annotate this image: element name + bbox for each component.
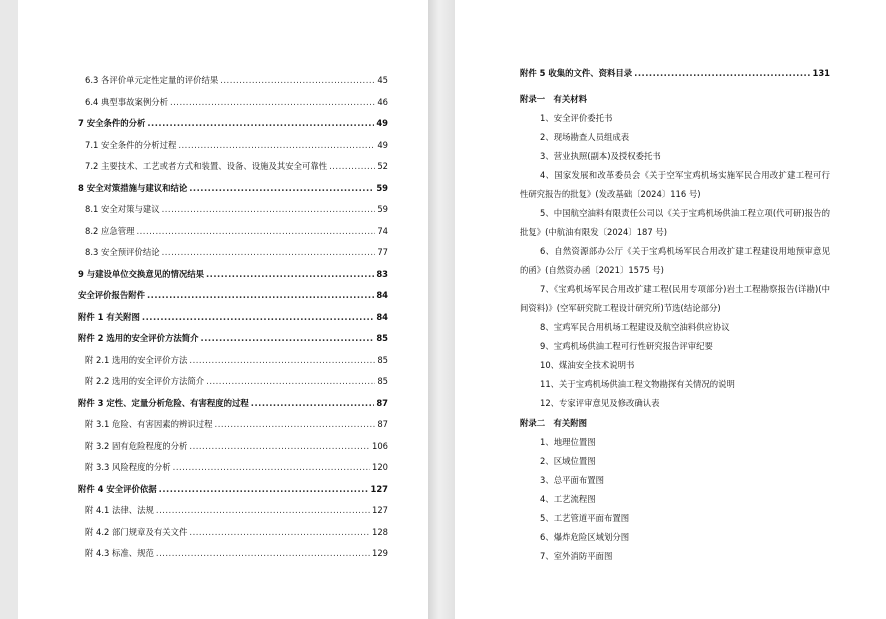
list-item: 4、国家发展和改革委员会《关于空军宝鸡机场实施军民合用改扩建工程可行性研究报告的批复》(发改基础〔2024〕116 号)	[520, 170, 830, 199]
appendix-1-list	[520, 109, 830, 413]
toc-entry[interactable]	[78, 377, 388, 399]
toc-entry-page: 59	[376, 182, 388, 193]
toc-leader-dots	[159, 485, 369, 493]
toc-leader-dots	[220, 76, 375, 84]
toc-entry[interactable]	[78, 76, 388, 98]
toc-entry-title: 附件 4 安全评价依据	[78, 483, 157, 494]
toc-entry-title: 8 安全对策措施与建议和结论	[78, 182, 188, 193]
right-page	[455, 0, 886, 619]
toc-entry-title: 6.4 典型事故案例分析	[85, 96, 168, 107]
toc-entry-title: 7.1 安全条件的分析过程	[85, 139, 177, 150]
toc-entry[interactable]	[78, 291, 388, 313]
appendix-2-heading: 附录二 有关附图	[520, 418, 587, 428]
toc-leader-dots	[136, 227, 375, 235]
list-item: 7、《宝鸡机场军民合用改扩建工程(民用专项部分)岩土工程勘察报告(详勘)(中间资料)》(空军研究院工程设计研究所)节选(结论部分)	[520, 284, 830, 313]
toc-entry-page: 106	[372, 440, 388, 451]
toc-entry[interactable]	[78, 141, 388, 163]
toc-entry-title: 9 与建设单位交换意见的情况结果	[78, 268, 204, 279]
toc-entry[interactable]	[78, 184, 388, 206]
list-item: 6、爆炸危险区域划分图	[540, 532, 630, 542]
toc-entry-attachment-5[interactable]	[520, 69, 830, 89]
toc-entry-title: 附 4.2 部门规章及有关文件	[85, 526, 188, 537]
list-item: 10、煤油安全技术说明书	[540, 360, 635, 370]
toc-entry[interactable]	[78, 442, 388, 464]
toc-entry-page: 83	[376, 268, 388, 279]
toc-leader-dots	[189, 356, 375, 364]
toc-entry-title: 附 3.1 危险、有害因素的辨识过程	[85, 419, 213, 429]
toc-entry-page: 120	[372, 462, 388, 472]
toc-leader-dots	[201, 334, 375, 342]
toc-leader-dots	[162, 205, 376, 213]
toc-entry-title: 附 4.1 法律、法规	[85, 505, 154, 515]
toc-entry-page: 49	[377, 139, 388, 150]
toc-entry-page: 87	[376, 397, 388, 408]
toc-leader-dots	[142, 313, 374, 321]
toc-entry-title: 附件 5 收集的文件、资料目录	[520, 68, 633, 78]
list-item: 5、中国航空油料有限责任公司以《关于宝鸡机场供油工程立项(代可研)报告的批复》(中航油有限发〔2024〕187 号)	[520, 208, 830, 237]
toc-entry[interactable]	[78, 162, 388, 184]
toc-entry[interactable]	[78, 528, 388, 550]
toc-leader-dots	[156, 549, 370, 557]
toc-entry-page: 84	[376, 311, 388, 322]
toc-entry-title: 附 3.2 固有危险程度的分析	[85, 440, 188, 451]
list-item: 5、工艺管道平面布置图	[540, 513, 630, 523]
toc-entry-page: 45	[377, 75, 388, 85]
toc-entry-title: 8.3 安全预评价结论	[85, 247, 160, 257]
toc-leader-dots	[215, 420, 376, 428]
toc-entry-title: 附件 3 定性、定量分析危险、有害程度的过程	[78, 397, 249, 408]
toc-entry-title: 安全评价报告附件	[78, 290, 145, 300]
toc-entry-page: 85	[376, 333, 388, 343]
toc-leader-dots	[178, 141, 375, 149]
toc-entry[interactable]	[78, 270, 388, 292]
toc-entry[interactable]	[78, 98, 388, 120]
toc-leader-dots	[634, 69, 810, 77]
toc-leader-dots	[189, 442, 370, 450]
toc-entry[interactable]	[78, 463, 388, 485]
list-item: 12、专家评审意见及修改确认表	[540, 398, 660, 408]
toc-entry-title: 8.1 安全对策与建议	[85, 204, 160, 214]
toc-leader-dots	[162, 248, 376, 256]
toc-leader-dots	[173, 463, 370, 471]
toc-leader-dots	[206, 377, 375, 385]
toc-entry-title: 8.2 应急管理	[85, 225, 135, 236]
toc-leader-dots	[170, 98, 375, 106]
attachment-list	[520, 69, 830, 566]
toc-leader-dots	[156, 506, 370, 514]
toc-leader-dots	[206, 270, 374, 278]
list-item: 2、区域位置图	[540, 456, 596, 466]
toc-entry-title: 附 2.1 选用的安全评价方法	[85, 354, 188, 365]
toc-leader-dots	[189, 184, 374, 192]
toc-entry-page: 85	[377, 354, 388, 365]
appendix-2-list	[520, 433, 830, 566]
toc-entry-page: 49	[376, 118, 388, 128]
toc-entry-page: 74	[377, 225, 388, 236]
list-item: 9、宝鸡机场供油工程可行性研究报告评审纪要	[540, 341, 713, 351]
toc-entry-page: 128	[372, 526, 388, 537]
list-item: 2、现场勘查人员组成表	[540, 132, 630, 142]
left-page	[18, 0, 428, 619]
list-item: 1、安全评价委托书	[540, 113, 613, 123]
toc-entry[interactable]	[78, 356, 388, 378]
toc-leader-dots	[329, 162, 375, 170]
appendix-1-heading: 附录一 有关材料	[520, 94, 587, 104]
toc-entry-page: 84	[376, 290, 388, 300]
toc-entry-page: 59	[377, 204, 388, 214]
toc-entry-page: 46	[377, 96, 388, 107]
toc-entry[interactable]	[78, 248, 388, 270]
toc-entry[interactable]	[78, 549, 388, 571]
toc-entry-page: 129	[372, 548, 388, 558]
toc-entry[interactable]	[78, 420, 388, 442]
toc-entry-title: 6.3 各评价单元定性定量的评价结果	[85, 75, 219, 85]
toc-entry[interactable]	[78, 119, 388, 141]
toc-leader-dots	[251, 399, 375, 407]
list-item: 11、关于宝鸡机场供油工程文物勘探有关情况的说明	[540, 379, 735, 389]
toc-entry-title: 7 安全条件的分析	[78, 118, 146, 128]
toc-entry-page: 127	[372, 505, 388, 515]
toc-entry[interactable]	[78, 205, 388, 227]
list-item: 6、自然资源部办公厅《关于宝鸡机场军民合用改扩建工程建设用地预审意见的函》(自然资办函〔2021〕1575 号)	[520, 246, 830, 275]
toc-entry-title: 7.2 主要技术、工艺或者方式和装置、设备、设施及其安全可靠性	[85, 161, 328, 171]
toc-entry-title: 附 3.3 风险程度的分析	[85, 462, 171, 472]
list-item: 4、工艺流程图	[540, 494, 596, 504]
toc-entry-title: 附 4.3 标准、规范	[85, 548, 154, 558]
list-item: 3、营业执照(副本)及授权委托书	[540, 151, 661, 161]
page-gutter	[428, 0, 455, 619]
list-item: 3、总平面布置图	[540, 475, 604, 485]
table-of-contents	[78, 76, 388, 571]
toc-entry-title: 附件 2 选用的安全评价方法简介	[78, 333, 199, 343]
toc-leader-dots	[189, 528, 370, 536]
toc-entry[interactable]	[78, 334, 388, 356]
toc-entry-page: 127	[370, 483, 388, 494]
toc-entry-title: 附件 1 有关附图	[78, 311, 140, 322]
toc-entry-page: 77	[377, 247, 388, 257]
toc-entry[interactable]	[78, 399, 388, 421]
toc-entry[interactable]	[78, 485, 388, 507]
toc-leader-dots	[147, 119, 374, 127]
toc-entry-page: 87	[377, 419, 388, 429]
toc-entry[interactable]	[78, 313, 388, 335]
list-item: 7、室外消防平面图	[540, 551, 613, 561]
list-item: 8、宝鸡军民合用机场工程建设及航空油料供应协议	[540, 322, 730, 332]
toc-entry-page: 52	[377, 161, 388, 171]
toc-entry[interactable]	[78, 506, 388, 528]
toc-entry-page: 85	[377, 376, 388, 386]
toc-entry[interactable]	[78, 227, 388, 249]
toc-entry-title: 附 2.2 选用的安全评价方法简介	[85, 376, 205, 386]
list-item: 1、地理位置图	[540, 437, 596, 447]
toc-entry-page: 131	[812, 68, 830, 78]
toc-leader-dots	[147, 291, 374, 299]
